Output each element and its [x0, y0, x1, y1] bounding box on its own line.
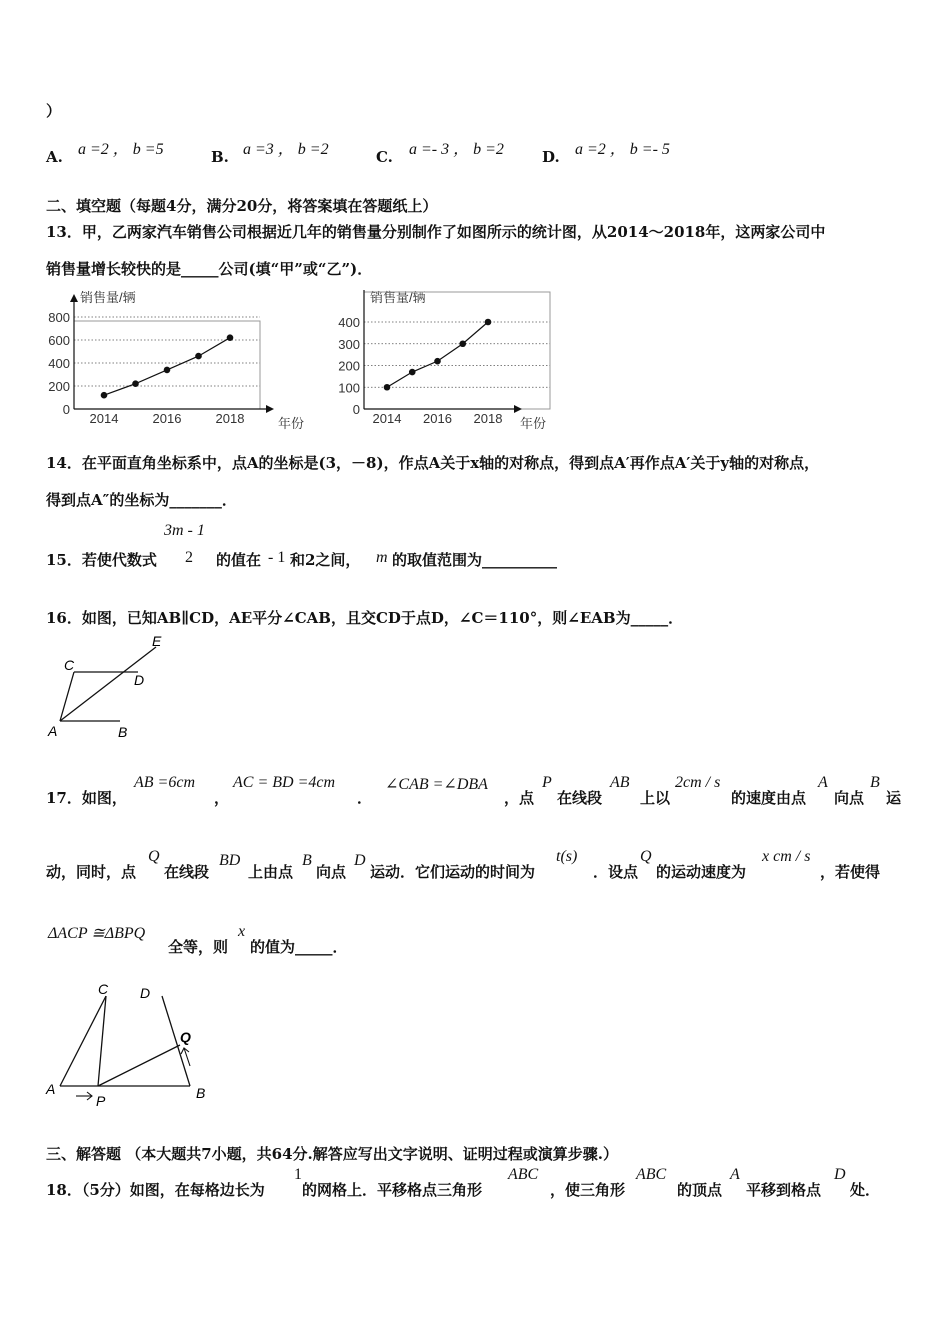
chart-yi-data-point	[409, 369, 416, 376]
q18-one: 1	[294, 1166, 302, 1183]
q17-l2-b-pt: B	[302, 852, 312, 869]
q17-l3-b: 的值为_____．	[250, 938, 348, 956]
q17-l2-bd: BD	[219, 852, 241, 869]
chart-yi-ytick-label: 400	[338, 315, 360, 330]
section2-title: 二、填空题（每题4分，满分20分，将答案填在答题纸上）	[46, 197, 438, 215]
q17-l1-c: 在线段	[557, 789, 603, 807]
q17-l1-a: 17．如图，	[46, 789, 127, 807]
q17-l1-e: 的速度由点	[731, 789, 807, 807]
q17-label-a: A	[46, 1081, 56, 1097]
q16-text: 16．如图，已知AB∥CD，AE平分∠CAB，且交CD于点D，∠C＝110°，则∠EAB为_____．	[46, 609, 684, 627]
chart-yi-ylabel: 销售量/辆	[370, 290, 426, 305]
chart-jia-data-point	[132, 380, 139, 387]
q17-l1-m1: AB =6cm	[134, 774, 195, 791]
q18-a: 18．（5分）如图，在每格边长为	[46, 1181, 265, 1199]
chart-yi-xtick-label: 2016	[423, 411, 452, 426]
q17-l2-d-pt: D	[354, 852, 366, 869]
q18-a-pt: A	[730, 1166, 740, 1183]
q17-l2-h: ，若使得	[820, 863, 881, 881]
q18-d: 的顶点	[677, 1181, 723, 1199]
q18-b: 的网格上．平移格点三角形	[302, 1181, 483, 1199]
q17-l1-a-pt: A	[818, 774, 828, 791]
q17-l1-b-pt: B	[870, 774, 880, 791]
q15-prefix: 15．若使代数式	[46, 551, 157, 569]
chart-yi-frame	[364, 292, 550, 409]
q13-line2: 销售量增长较快的是_____公司(填“甲”或“乙”)．	[46, 260, 373, 278]
chart-jia-x-arrow	[266, 405, 274, 413]
chart-jia-ytick-label: 0	[62, 402, 70, 417]
q17-l3-x: x	[238, 923, 246, 940]
chart-jia-xtick-label: 2014	[89, 411, 119, 426]
q16-label-e: E	[152, 633, 162, 649]
chart-jia-y-arrow	[70, 294, 78, 302]
q15-middle1: 的值在	[216, 551, 262, 569]
q17-label-p: P	[96, 1093, 106, 1109]
q17-l1-m3: ∠CAB =∠DBA	[385, 776, 488, 793]
chart-yi-x-arrow	[514, 405, 522, 413]
q17-l2-c: 上由点	[248, 863, 294, 881]
chart-yi-ytick-label: 0	[352, 402, 360, 417]
chart-yi-data-point	[459, 340, 466, 347]
chart-yi-xtick-label: 2018	[473, 411, 503, 426]
q17-l1-dot: ．	[357, 789, 373, 807]
q16-label-a: A	[48, 723, 58, 739]
q14-line1: 14．在平面直角坐标系中，点A的坐标是(3，－8)，作点A关于x轴的对称点，得到点A′再作点A′关于y轴的对称点，	[46, 454, 820, 472]
q17-l1-m2: AC = BD =4cm	[233, 774, 336, 791]
q17-l1-speed: 2cm / s	[675, 774, 721, 791]
option-a-math: a =2 ， b =5	[78, 141, 164, 158]
chart-jia-data-point	[101, 392, 108, 399]
chart-yi-xtick-label: 2014	[372, 411, 402, 426]
chart-yi-data-point	[485, 319, 492, 326]
closing-paren: ）	[46, 102, 62, 120]
q18-d-pt: D	[834, 1166, 846, 1183]
q17-l2-a: 动，同时，点	[46, 863, 137, 881]
section3-title: 三、解答题 （本大题共7小题，共64分.解答应写出文字说明、证明过程或演算步骤.）	[46, 1145, 618, 1163]
chart-jia-xtick-label: 2018	[215, 411, 245, 426]
q17-l2-q: Q	[148, 848, 160, 865]
chart-jia-ylabel: 销售量/辆	[80, 290, 136, 305]
chart-yi-xlabel: 年份	[520, 416, 547, 431]
q17-label-c: C	[98, 981, 109, 997]
q13-line1: 13．甲，乙两家汽车销售公司根据近几年的销售量分别制作了如图所示的统计图，从2014～2018年，这两家公司中	[46, 223, 826, 241]
chart-jia-xtick-label: 2016	[152, 411, 182, 426]
q17-figure	[40, 976, 218, 1110]
chart-yi-ytick-label: 200	[338, 358, 360, 374]
q16-segment-ac	[60, 672, 74, 721]
chart-jia-ytick-label: 600	[48, 333, 70, 348]
chart-yi-series-line	[387, 322, 488, 387]
q17-l1-sep: ，	[214, 789, 230, 807]
q18-abc1: ABC	[508, 1166, 539, 1183]
q18-e: 平移到格点	[746, 1181, 822, 1199]
q17-l1-ab: AB	[610, 774, 630, 791]
chart-yi-data-point	[384, 384, 391, 391]
q17-l1-p: P	[542, 774, 552, 791]
option-a-label: A.	[46, 148, 63, 166]
q17-l1-b: ，点	[504, 789, 535, 807]
q17-l2-q2: Q	[640, 848, 652, 865]
chart-jia-xlabel: 年份	[278, 416, 305, 431]
option-c-label: C.	[376, 148, 393, 166]
chart-yi-ytick-label: 300	[338, 336, 360, 352]
q17-l3-a: 全等，则	[168, 938, 229, 956]
chart-jia-data-point	[164, 367, 171, 374]
q16-figure	[40, 632, 170, 744]
q15-suffix: 的取值范围为__________	[392, 551, 558, 569]
q16-label-c: C	[64, 657, 75, 673]
q17-l2-f: ．设点	[593, 863, 639, 881]
q17-l2-g: 的运动速度为	[656, 863, 747, 881]
chart-yi-data-point	[434, 358, 441, 365]
chart-jia-series-line	[104, 338, 230, 396]
chart-yi	[330, 286, 562, 434]
q17-l2-x: x cm / s	[762, 848, 811, 865]
option-c-math: a =- 3 ， b =2	[409, 141, 504, 158]
q17-segment-pq	[98, 1045, 180, 1086]
option-b-label: B.	[211, 148, 229, 166]
q14-line2: 得到点A″的坐标为_______．	[46, 491, 237, 509]
q17-l2-t: t(s)	[556, 848, 578, 865]
q15-middle2: 和2之间，	[290, 551, 361, 569]
q17-l2-d: 向点	[316, 863, 347, 881]
q16-label-d: D	[134, 672, 145, 688]
chart-jia-data-point	[227, 334, 234, 341]
q17-l2-b: 在线段	[164, 863, 210, 881]
chart-jia-data-point	[195, 353, 202, 360]
q17-l1-f: 向点	[834, 789, 865, 807]
q16-label-b: B	[118, 724, 128, 740]
q17-label-q: Q	[180, 1029, 191, 1045]
chart-jia	[40, 286, 310, 434]
q15-neg-one: - 1	[268, 549, 286, 566]
q17-l3-congruence: ΔACP ≅ΔBPQ	[48, 925, 146, 942]
q15-denominator: 2	[185, 549, 193, 566]
q18-f: 处．	[850, 1181, 881, 1199]
chart-jia-ytick-label: 800	[48, 310, 70, 325]
option-b-math: a =3 ， b =2	[243, 141, 329, 158]
q17-label-d: D	[140, 985, 151, 1001]
chart-jia-ytick-label: 200	[48, 379, 70, 394]
option-d-math: a =2 ， b =- 5	[575, 141, 670, 158]
q18-c: ，使三角形	[550, 1181, 626, 1199]
q18-abc2: ABC	[636, 1166, 667, 1183]
q17-l2-e: 运动．它们运动的时间为	[370, 863, 536, 881]
q17-label-b: B	[196, 1085, 206, 1101]
option-d-label: D.	[542, 148, 560, 166]
q15-var-m: m	[376, 549, 388, 566]
q17-l1-g: 运	[886, 789, 902, 807]
chart-yi-ytick-label: 100	[338, 380, 360, 396]
chart-jia-ytick-label: 400	[48, 356, 70, 371]
q17-l1-d: 上以	[640, 789, 671, 807]
q15-numerator: 3m - 1	[164, 522, 205, 539]
